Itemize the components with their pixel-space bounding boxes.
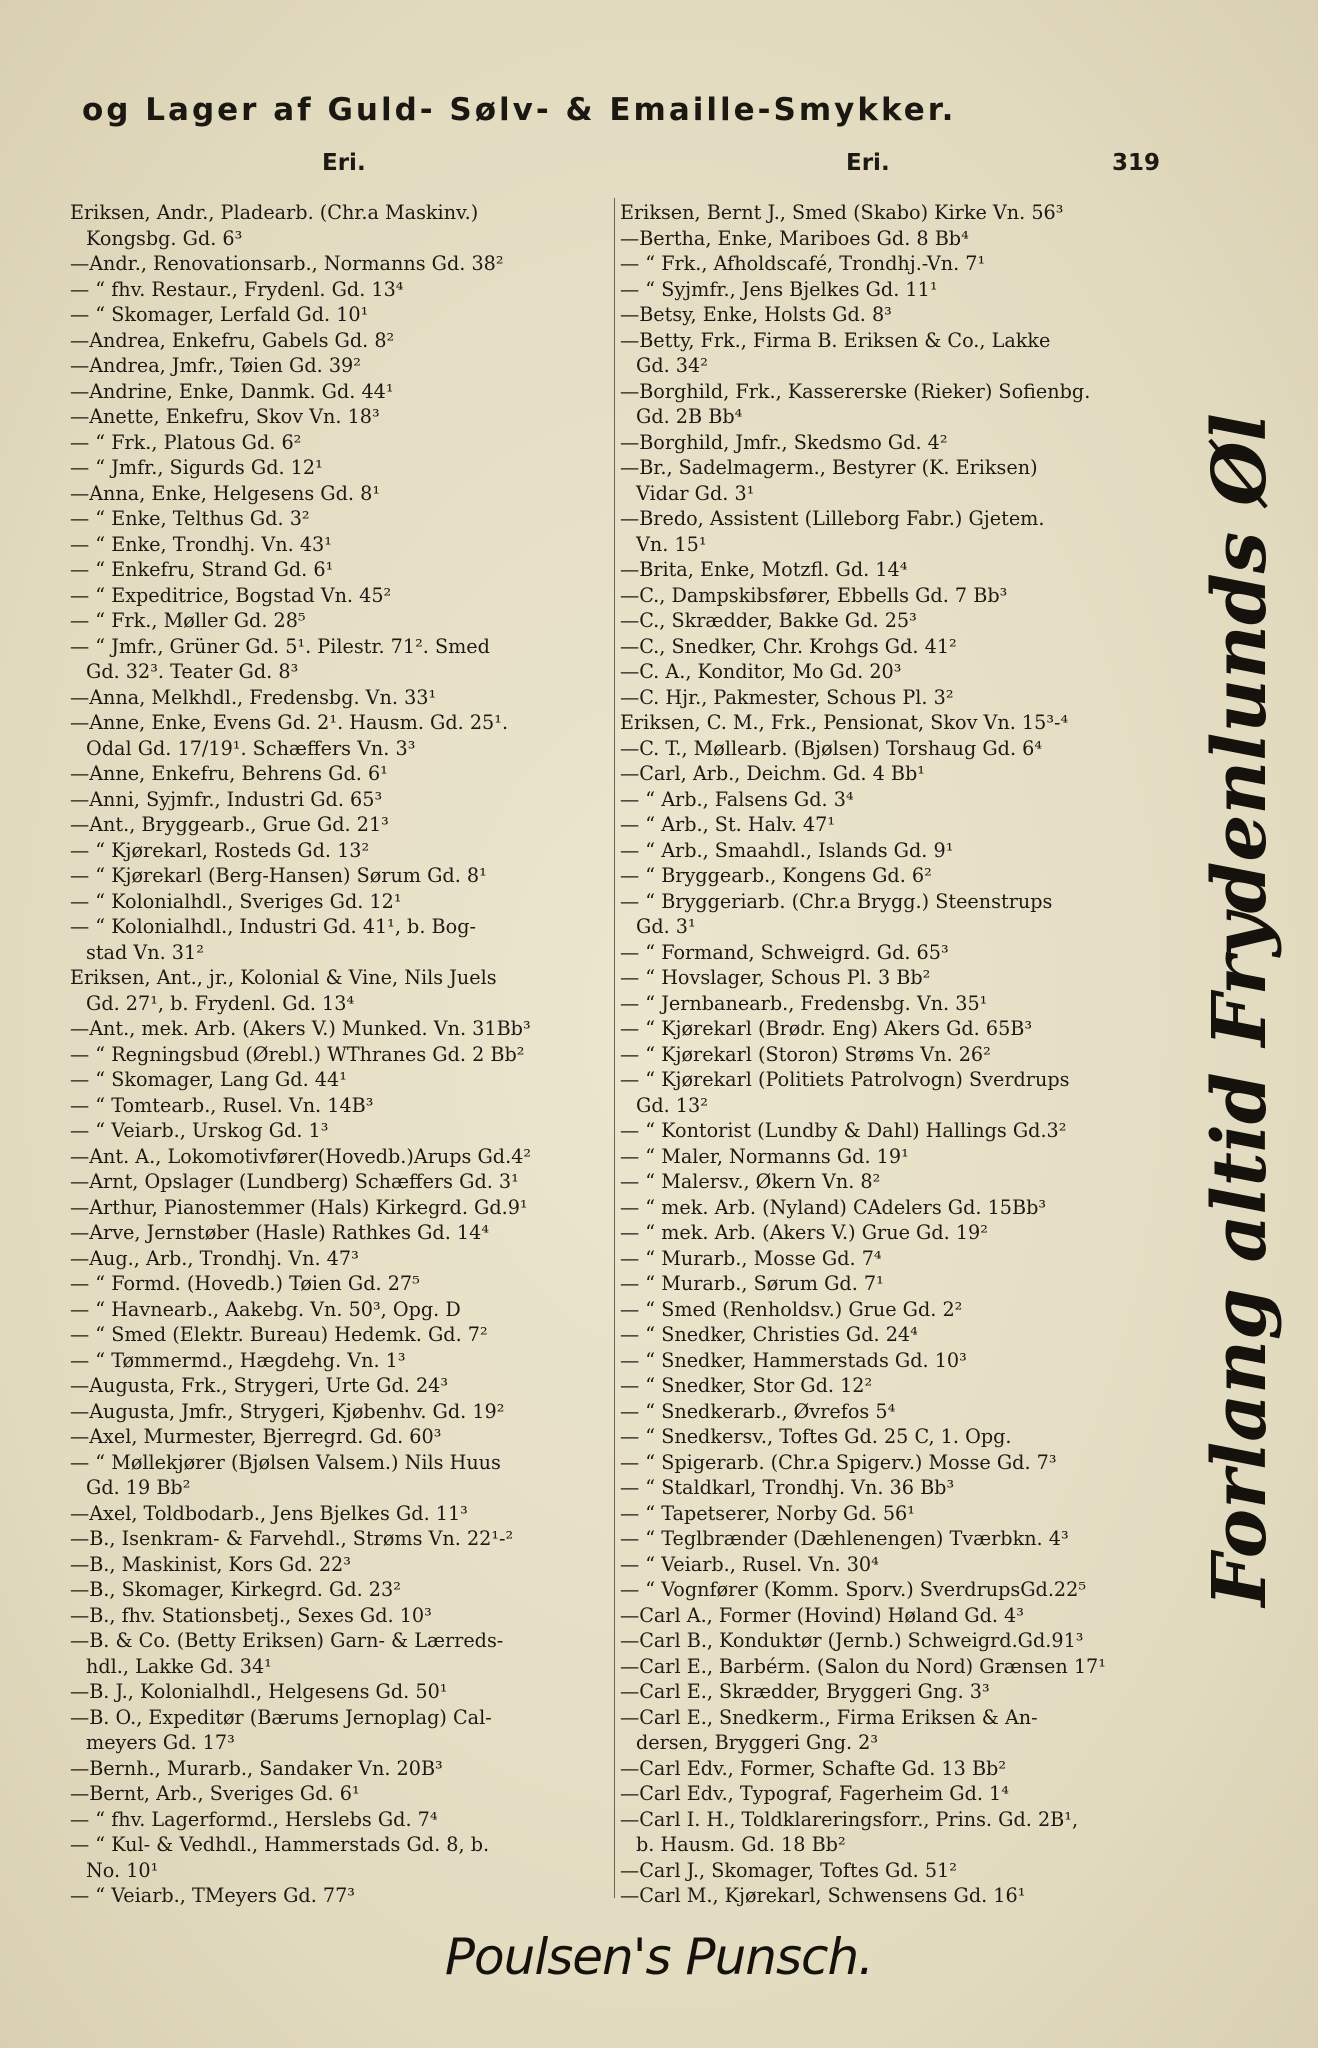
directory-entry-line: — “ Formd. (Hovedb.) Tøien Gd. 27⁵ xyxy=(70,1272,420,1295)
directory-entry-line: — “ Syjmfr., Jens Bjelkes Gd. 11¹ xyxy=(620,277,938,301)
directory-entry-line: meyers Gd. 17³ xyxy=(86,1731,235,1754)
directory-entry-line: — “ fhv. Restaur., Frydenl. Gd. 13⁴ xyxy=(70,277,404,301)
directory-entry-line: —Carl E., Barbérm. (Salon du Nord) Grænsen 17¹ xyxy=(620,1654,1106,1678)
directory-entry-line: — “ Jmfr., Grüner Gd. 5¹. Pilestr. 71². Smed xyxy=(70,634,490,658)
directory-entry-line: —Anni, Syjmfr., Industri Gd. 65³ xyxy=(70,787,383,811)
directory-entry-line: — “ Frk., Platous Gd. 6² xyxy=(70,430,302,454)
directory-entry-line: — “ Veiarb., TMeyers Gd. 77³ xyxy=(70,1884,356,1907)
directory-entry-line: — “ Malersv., Økern Vn. 8² xyxy=(620,1170,881,1193)
directory-entry-line: —Anne, Enkefru, Behrens Gd. 6¹ xyxy=(70,762,388,785)
directory-entry-line: No. 10¹ xyxy=(86,1858,159,1882)
directory-entry-line: Eriksen, Ant., jr., Kolonial & Vine, Nils Juels xyxy=(70,966,497,989)
directory-entry-line: — “ Veiarb., Urskog Gd. 1³ xyxy=(70,1119,329,1142)
directory-entry-line: Gd. 32³. Teater Gd. 8³ xyxy=(86,660,299,683)
directory-entry-line: —Carl A., Former (Hovind) Høland Gd. 4³ xyxy=(620,1603,1024,1627)
directory-entry-line: — “ Formand, Schweigrd. Gd. 65³ xyxy=(620,940,949,964)
directory-entry-line: —Carl M., Kjørekarl, Schwensens Gd. 16¹ xyxy=(620,1884,1026,1907)
directory-entry-line: — “ Vognfører (Komm. Sporv.) SverdrupsGd.22⁵ xyxy=(620,1578,1087,1601)
directory-entry-line: —B., fhv. Stationsbetj., Sexes Gd. 10³ xyxy=(70,1603,432,1627)
directory-entry-line: —Betty, Frk., Firma B. Eriksen & Co., Lakke xyxy=(620,328,1051,352)
right-column-heading: Eri. xyxy=(846,150,890,176)
directory-entry-line: — “ Snedker, Stor Gd. 12² xyxy=(620,1374,873,1397)
directory-entry-line: —B., Isenkram- & Farvehdl., Strøms Vn. 22¹-² xyxy=(70,1527,514,1550)
directory-entry-line: —Borghild, Jmfr., Skedsmo Gd. 4² xyxy=(620,430,948,454)
directory-entry-line: — “ Kul- & Vedhdl., Hammerstads Gd. 8, b. xyxy=(70,1833,490,1856)
directory-entry-line: — “ Kjørekarl, Rosteds Gd. 13² xyxy=(70,838,370,862)
directory-entry-line: —Carl, Arb., Deichm. Gd. 4 Bb¹ xyxy=(620,762,925,785)
directory-entry-line: — “ Skomager, Lerfald Gd. 10¹ xyxy=(70,303,369,326)
directory-entry-line: — “ Arb., St. Halv. 47¹ xyxy=(620,813,836,836)
directory-entry-line: — “ Kjørekarl (Berg-Hansen) Sørum Gd. 8¹ xyxy=(70,864,487,887)
directory-entry-line: — “ Enkefru, Strand Gd. 6¹ xyxy=(70,558,334,581)
directory-entry-line: hdl., Lakke Gd. 34¹ xyxy=(86,1654,272,1678)
directory-entry-line: —Ant., mek. Arb. (Akers V.) Munked. Vn. 31Bb³ xyxy=(70,1017,531,1040)
directory-entry-line: — “ Snedkerarb., Øvrefos 5⁴ xyxy=(620,1399,896,1423)
directory-entry-line: — “ Bryggeriarb. (Chr.a Brygg.) Steenstrups xyxy=(620,889,1053,913)
directory-entry-line: —Ant., Bryggearb., Grue Gd. 21³ xyxy=(70,813,389,836)
directory-entry-line: —B., Skomager, Kirkegrd. Gd. 23² xyxy=(70,1578,401,1601)
left-column-heading: Eri. xyxy=(322,150,366,176)
bottom-advertisement: Poulsen's Punsch. xyxy=(444,1928,874,1986)
left-column xyxy=(70,200,615,1909)
directory-entry-line: — “ Arb., Falsens Gd. 3⁴ xyxy=(620,787,854,811)
directory-entry-line: Gd. 34² xyxy=(636,354,708,377)
right-column xyxy=(620,200,1160,1909)
directory-entry-line: — “ Veiarb., Rusel. Vn. 30⁴ xyxy=(620,1552,879,1576)
directory-entry-line: —Carl Edv., Typograf, Fagerheim Gd. 1⁴ xyxy=(620,1782,1009,1805)
directory-entry-line: —B. O., Expeditør (Bærums Jernoplag) Cal- xyxy=(70,1705,492,1729)
directory-entry-line: —Carl Edv., Former, Schafte Gd. 13 Bb² xyxy=(620,1756,1007,1780)
directory-entry-line: —Betsy, Enke, Holsts Gd. 8³ xyxy=(620,303,892,326)
directory-entry-line: Gd. 13² xyxy=(636,1093,708,1117)
side-advertisement: Forlang altid Frydenlunds Øl xyxy=(1197,413,1283,1607)
directory-entry-line: Eriksen, Bernt J., Smed (Skabo) Kirke Vn. 56³ xyxy=(620,201,1064,224)
directory-entry-line: —Andrea, Enkefru, Gabels Gd. 8² xyxy=(70,328,395,352)
directory-entry-line: — “ Teglbrænder (Dæhlenengen) Tværbkn. 4³ xyxy=(620,1527,1069,1550)
directory-entry-line: —Augusta, Jmfr., Strygeri, Kjøbenhv. Gd. 19² xyxy=(70,1399,505,1423)
directory-entry-line: —Axel, Murmester, Bjerregrd. Gd. 60³ xyxy=(70,1425,442,1448)
directory-entry-line: Eriksen, Andr., Pladearb. (Chr.a Maskinv.) xyxy=(70,201,479,224)
directory-entry-line: —Anna, Enke, Helgesens Gd. 8¹ xyxy=(70,481,381,505)
header-banner: og Lager af Guld- Sølv- & Emaille-Smykker. xyxy=(82,92,957,128)
page-number: 319 xyxy=(1112,150,1161,176)
directory-entry-line: Eriksen, C. M., Frk., Pensionat, Skov Vn. 15³-⁴ xyxy=(620,711,1069,734)
directory-entry-line: Kongsbg. Gd. 6³ xyxy=(86,226,243,250)
directory-entry-line: —Bernt, Arb., Sveriges Gd. 6¹ xyxy=(70,1782,360,1805)
directory-entry-line: Gd. 19 Bb² xyxy=(86,1476,191,1499)
directory-entry-line: — “ mek. Arb. (Akers V.) Grue Gd. 19² xyxy=(620,1221,988,1244)
directory-entry-line: —Arve, Jernstøber (Hasle) Rathkes Gd. 14⁴ xyxy=(70,1221,490,1244)
directory-entry-line: — “ Snedker, Christies Gd. 24⁴ xyxy=(620,1323,918,1346)
directory-entry-line: dersen, Bryggeri Gng. 2³ xyxy=(636,1731,879,1754)
directory-entry-line: — “ Møllekjører (Bjølsen Valsem.) Nils Huus xyxy=(70,1450,501,1474)
directory-entry-line: — “ Jmfr., Sigurds Gd. 12¹ xyxy=(70,456,323,479)
directory-entry-line: —Carl J., Skomager, Toftes Gd. 51² xyxy=(620,1858,957,1882)
directory-entry-line: — “ Enke, Telthus Gd. 3² xyxy=(70,507,310,530)
directory-entry-line: —C., Skrædder, Bakke Gd. 25³ xyxy=(620,609,917,632)
directory-entry-line: —C. Hjr., Pakmester, Schous Pl. 3² xyxy=(620,685,954,709)
directory-entry-line: — “ Snedker, Hammerstads Gd. 10³ xyxy=(620,1348,967,1372)
directory-entry-line: — “ Kolonialhdl., Sveriges Gd. 12¹ xyxy=(70,889,402,913)
directory-entry-line: — “ Murarb., Sørum Gd. 7¹ xyxy=(620,1272,884,1295)
directory-entry-line: —Carl B., Konduktør (Jernb.) Schweigrd.Gd.91³ xyxy=(620,1629,1084,1652)
directory-entry-line: —Bertha, Enke, Mariboes Gd. 8 Bb⁴ xyxy=(620,226,969,250)
directory-entry-line: — “ Smed (Elektr. Bureau) Hedemk. Gd. 7² xyxy=(70,1323,488,1346)
directory-entry-line: —Andrea, Jmfr., Tøien Gd. 39² xyxy=(70,354,361,377)
directory-entry-line: —Borghild, Frk., Kassererske (Rieker) Sofienbg. xyxy=(620,379,1091,403)
directory-entry-line: — “ Bryggearb., Kongens Gd. 6² xyxy=(620,864,932,887)
directory-entry-line: — “ Murarb., Mosse Gd. 7⁴ xyxy=(620,1246,882,1270)
directory-entry-line: —Carl I. H., Toldklareringsforr., Prins. Gd. 2B¹, xyxy=(620,1807,1079,1831)
directory-entry-line: stad Vn. 31² xyxy=(86,940,204,964)
directory-entry-line: Vidar Gd. 3¹ xyxy=(636,481,755,505)
directory-entry-line: — “ Kolonialhdl., Industri Gd. 41¹, b. Bog- xyxy=(70,915,476,938)
directory-entry-line: —Br., Sadelmagerm., Bestyrer (K. Eriksen) xyxy=(620,456,1038,479)
directory-entry-line: —Carl E., Snedkerm., Firma Eriksen & An- xyxy=(620,1705,1038,1729)
directory-entry-line: —Andr., Renovationsarb., Normanns Gd. 38² xyxy=(70,252,504,275)
directory-entry-line: —Brita, Enke, Motzfl. Gd. 14⁴ xyxy=(620,558,908,581)
directory-entry-line: —Arnt, Opslager (Lundberg) Schæffers Gd. 3¹ xyxy=(70,1170,519,1193)
directory-entry-line: — “ fhv. Lagerformd., Herslebs Gd. 7⁴ xyxy=(70,1807,438,1831)
directory-entry-line: —Arthur, Pianostemmer (Hals) Kirkegrd. Gd.9¹ xyxy=(70,1195,528,1219)
directory-entry-line: —Aug., Arb., Trondhj. Vn. 47³ xyxy=(70,1246,359,1270)
directory-entry-line: — “ Staldkarl, Trondhj. Vn. 36 Bb³ xyxy=(620,1476,955,1499)
directory-entry-line: — “ Enke, Trondhj. Vn. 43¹ xyxy=(70,532,332,556)
directory-entry-line: —Anette, Enkefru, Skov Vn. 18³ xyxy=(70,405,380,428)
directory-entry-line: — “ Kjørekarl (Politiets Patrolvogn) Sverdrups xyxy=(620,1068,1070,1091)
directory-entry-line: Gd. 3¹ xyxy=(636,915,696,938)
directory-entry-line: — “ Tømmermd., Hægdehg. Vn. 1³ xyxy=(70,1348,406,1372)
directory-entry-line: —Anne, Enke, Evens Gd. 2¹. Hausm. Gd. 25¹. xyxy=(70,711,509,734)
directory-entry-line: — “ Arb., Smaahdl., Islands Gd. 9¹ xyxy=(620,838,954,862)
directory-entry-line: — “ Tapetserer, Norby Gd. 56¹ xyxy=(620,1501,915,1525)
directory-entry-line: — “ Frk., Møller Gd. 28⁵ xyxy=(70,609,306,632)
directory-entry-line: — “ Smed (Renholdsv.) Grue Gd. 2² xyxy=(620,1297,963,1321)
directory-entry-line: b. Hausm. Gd. 18 Bb² xyxy=(636,1833,846,1856)
directory-entry-line: Odal Gd. 17/19¹. Schæffers Vn. 3³ xyxy=(86,736,416,760)
directory-entry-line: Gd. 27¹, b. Frydenl. Gd. 13⁴ xyxy=(86,991,355,1015)
directory-entry-line: —Carl E., Skrædder, Bryggeri Gng. 3³ xyxy=(620,1680,990,1703)
directory-entry-line: — “ Havnearb., Aakebg. Vn. 50³, Opg. D xyxy=(70,1297,461,1321)
directory-entry-line: Gd. 2B Bb⁴ xyxy=(636,405,743,428)
directory-entry-line: —Ant. A., Lokomotivfører(Hovedb.)Arups Gd.4² xyxy=(70,1144,532,1168)
directory-entry-line: —B., Maskinist, Kors Gd. 22³ xyxy=(70,1552,351,1576)
directory-entry-line: — “ Frk., Afholdscafé, Trondhj.-Vn. 7¹ xyxy=(620,252,986,275)
directory-entry-line: — “ Regningsbud (Ørebl.) WThranes Gd. 2 Bb² xyxy=(70,1042,525,1066)
directory-entry-line: —B. J., Kolonialhdl., Helgesens Gd. 50¹ xyxy=(70,1680,448,1703)
directory-entry-line: — “ Skomager, Lang Gd. 44¹ xyxy=(70,1068,347,1091)
directory-entry-line: —Augusta, Frk., Strygeri, Urte Gd. 24³ xyxy=(70,1374,449,1397)
directory-entry-line: — “ Kjørekarl (Storon) Strøms Vn. 26² xyxy=(620,1042,991,1066)
directory-entry-line: — “ Jernbanearb., Fredensbg. Vn. 35¹ xyxy=(620,991,988,1015)
directory-entry-line: —C., Snedker, Chr. Krohgs Gd. 41² xyxy=(620,634,957,658)
directory-entry-line: — “ Spigerarb. (Chr.a Spigerv.) Mosse Gd. 7³ xyxy=(620,1450,1057,1474)
directory-entry-line: — “ Kjørekarl (Brødr. Eng) Akers Gd. 65B³ xyxy=(620,1017,1033,1040)
directory-entry-line: —Axel, Toldbodarb., Jens Bjelkes Gd. 11³ xyxy=(70,1501,468,1525)
directory-entry-line: — “ Expeditrice, Bogstad Vn. 45² xyxy=(70,583,392,607)
directory-entry-line: —B. & Co. (Betty Eriksen) Garn- & Lærreds- xyxy=(70,1629,504,1652)
directory-entry-line: Vn. 15¹ xyxy=(636,532,707,556)
directory-entry-line: — “ Kontorist (Lundby & Dahl) Hallings Gd.3² xyxy=(620,1119,1067,1142)
directory-entry-line: —C. A., Konditor, Mo Gd. 20³ xyxy=(620,660,902,683)
directory-entry-line: — “ mek. Arb. (Nyland) CAdelers Gd. 15Bb³ xyxy=(620,1195,1047,1219)
directory-entry-line: —Anna, Melkhdl., Fredensbg. Vn. 33¹ xyxy=(70,685,437,709)
directory-entry-line: —Bredo, Assistent (Lilleborg Fabr.) Gjetem. xyxy=(620,507,1045,530)
directory-entry-line: —Andrine, Enke, Danmk. Gd. 44¹ xyxy=(70,379,394,403)
directory-entry-line: —C. T., Møllearb. (Bjølsen) Torshaug Gd. 6⁴ xyxy=(620,736,1043,760)
directory-entry-line: —C., Dampskibsfører, Ebbells Gd. 7 Bb³ xyxy=(620,583,1008,607)
directory-entry-line: — “ Snedkersv., Toftes Gd. 25 C, 1. Opg. xyxy=(620,1425,1012,1448)
directory-entry-line: — “ Maler, Normanns Gd. 19¹ xyxy=(620,1144,909,1168)
column-divider xyxy=(614,198,615,1898)
directory-entry-line: —Bernh., Murarb., Sandaker Vn. 20B³ xyxy=(70,1756,443,1780)
directory-entry-line: — “ Hovslager, Schous Pl. 3 Bb² xyxy=(620,966,931,989)
directory-entry-line: — “ Tomtearb., Rusel. Vn. 14B³ xyxy=(70,1093,374,1117)
